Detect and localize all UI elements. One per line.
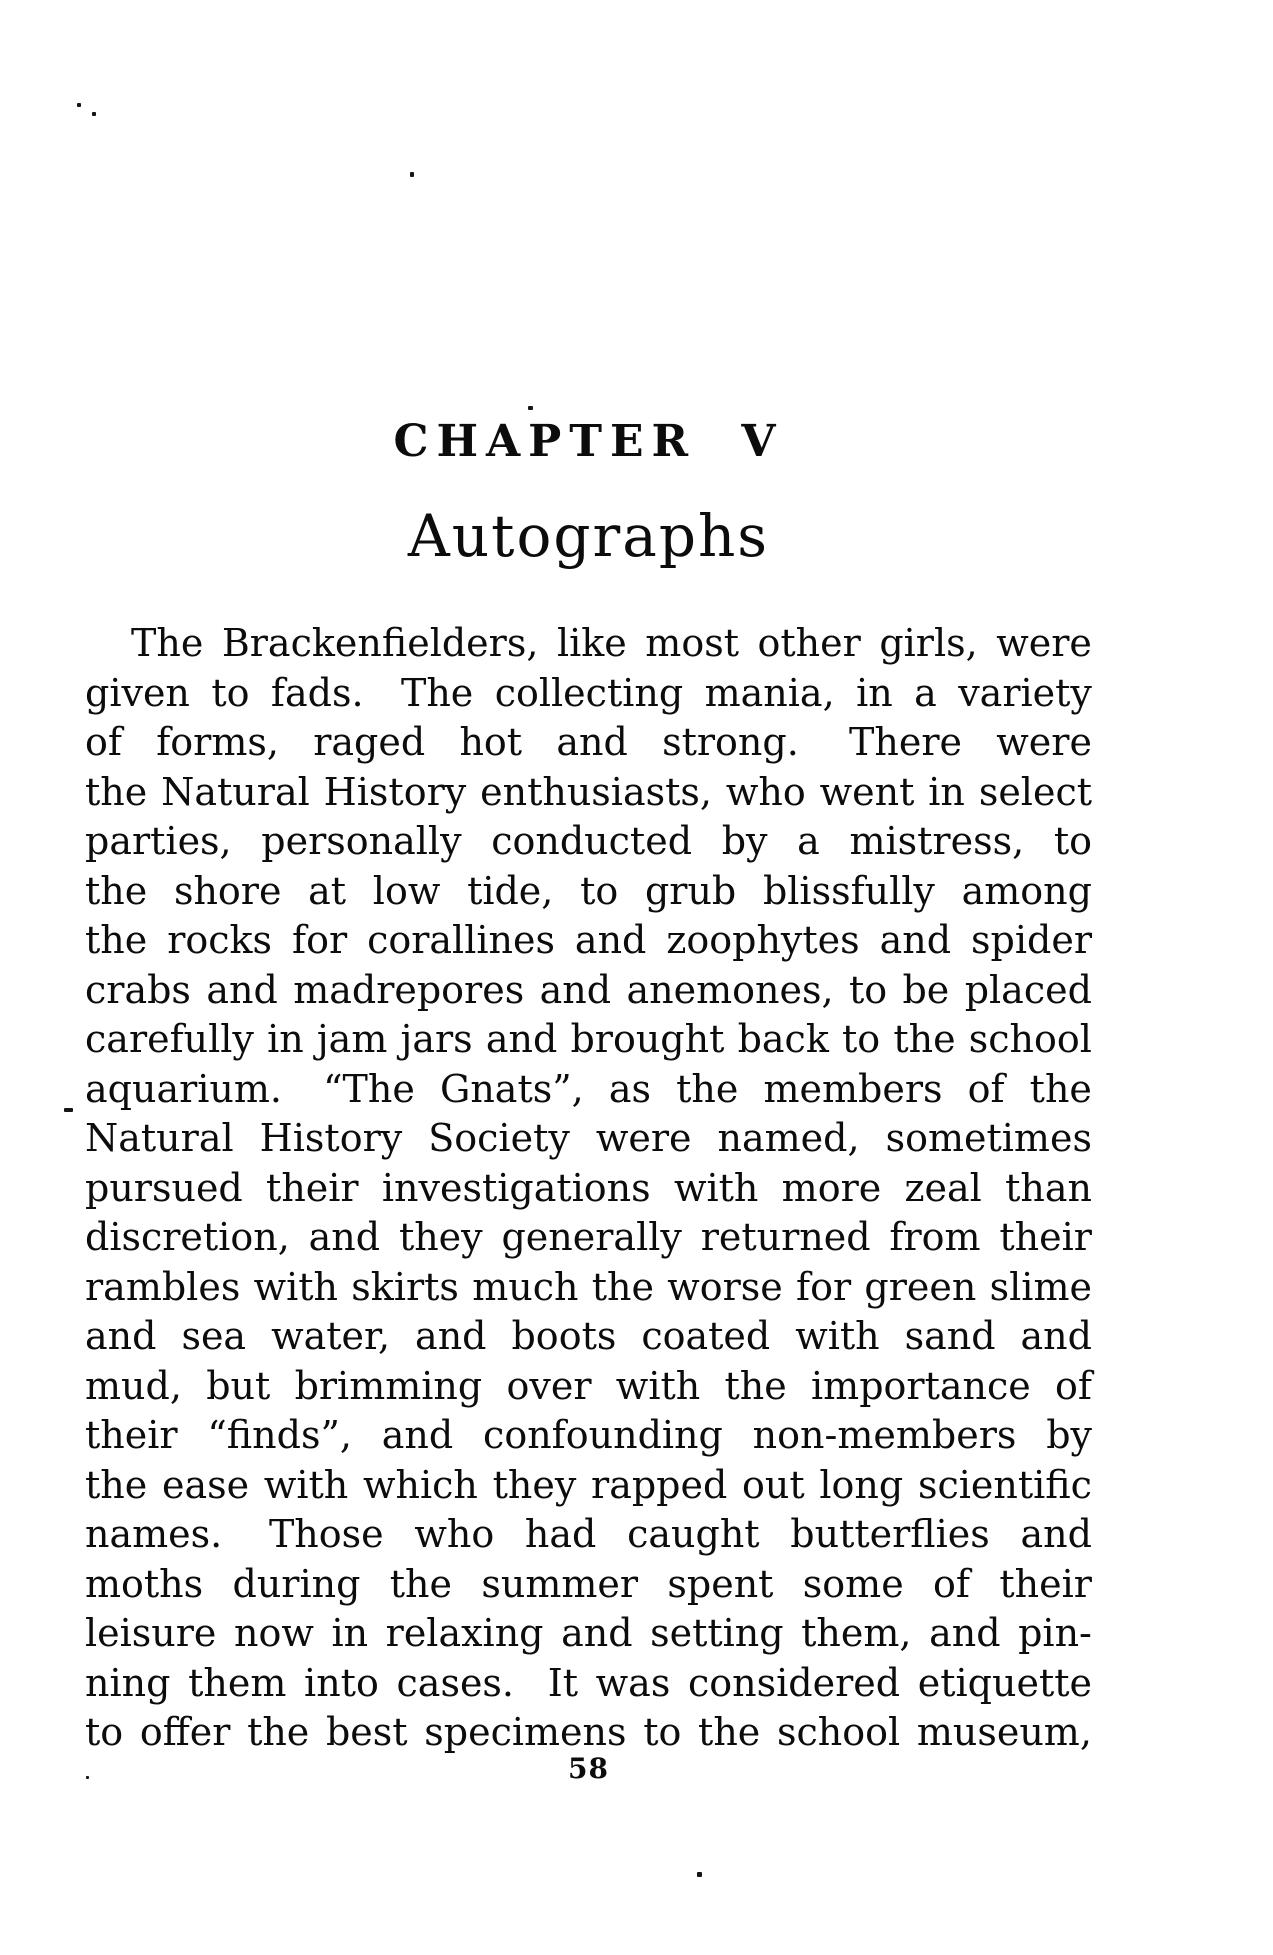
text-line: carefully in jam jars and brought back to the school bbox=[85, 1017, 1092, 1061]
scan-speck bbox=[77, 103, 81, 107]
text-line: to offer the best specimens to the school museum, bbox=[85, 1710, 1092, 1754]
text-line: the Natural History enthusiasts, who went in select bbox=[85, 769, 1092, 814]
text-line: discretion, and they generally returned from their bbox=[85, 1215, 1092, 1259]
text-line: their “finds”, and confounding non-members by bbox=[85, 1413, 1092, 1457]
text-line: mud, but brimming over with the importance of bbox=[85, 1363, 1092, 1408]
text-line: of forms, raged hot and strong. There were bbox=[85, 720, 1092, 764]
text-line: Natural History Society were named, sometimes bbox=[85, 1116, 1092, 1160]
text-line: moths during the summer spent some of their bbox=[85, 1561, 1092, 1606]
chapter-title: Autographs bbox=[407, 502, 770, 570]
text-line: rambles with skirts much the worse for green slime bbox=[85, 1264, 1092, 1309]
text-line: pursued their investigations with more zeal than bbox=[85, 1165, 1092, 1210]
text-line: parties, personally conducted by a mistress, to bbox=[85, 819, 1092, 863]
text-line: crabs and madrepores and anemones, to be placed bbox=[85, 967, 1092, 1012]
text-line: the rocks for corallines and zoophytes and spider bbox=[85, 918, 1092, 962]
scan-speck bbox=[528, 406, 533, 410]
chapter-heading: CHAPTER V bbox=[393, 416, 784, 467]
text-line: The Brackenfielders, like most other girls, were bbox=[131, 621, 1092, 665]
text-line: given to fads. The collecting mania, in a variety bbox=[85, 670, 1092, 715]
body-paragraph bbox=[85, 619, 1092, 1758]
text-line: and sea water, and boots coated with sand and bbox=[85, 1314, 1092, 1358]
scan-speck bbox=[64, 1108, 73, 1112]
scan-speck bbox=[92, 112, 96, 116]
text-line: the shore at low tide, to grub blissfully among bbox=[85, 868, 1092, 913]
scan-speck bbox=[410, 172, 414, 177]
text-line: aquarium. “The Gnats”, as the members of the bbox=[85, 1066, 1092, 1111]
scan-speck bbox=[697, 1872, 702, 1877]
page-number: 58 bbox=[568, 1752, 609, 1785]
text-line: names. Those who had caught butterflies and bbox=[85, 1512, 1092, 1556]
text-line: leisure now in relaxing and setting them, and pin- bbox=[85, 1611, 1092, 1655]
text-line: ning them into cases. It was considered etiquette bbox=[85, 1660, 1092, 1705]
text-line: the ease with which they rapped out long scientific bbox=[85, 1462, 1092, 1507]
scan-speck bbox=[86, 1776, 89, 1779]
